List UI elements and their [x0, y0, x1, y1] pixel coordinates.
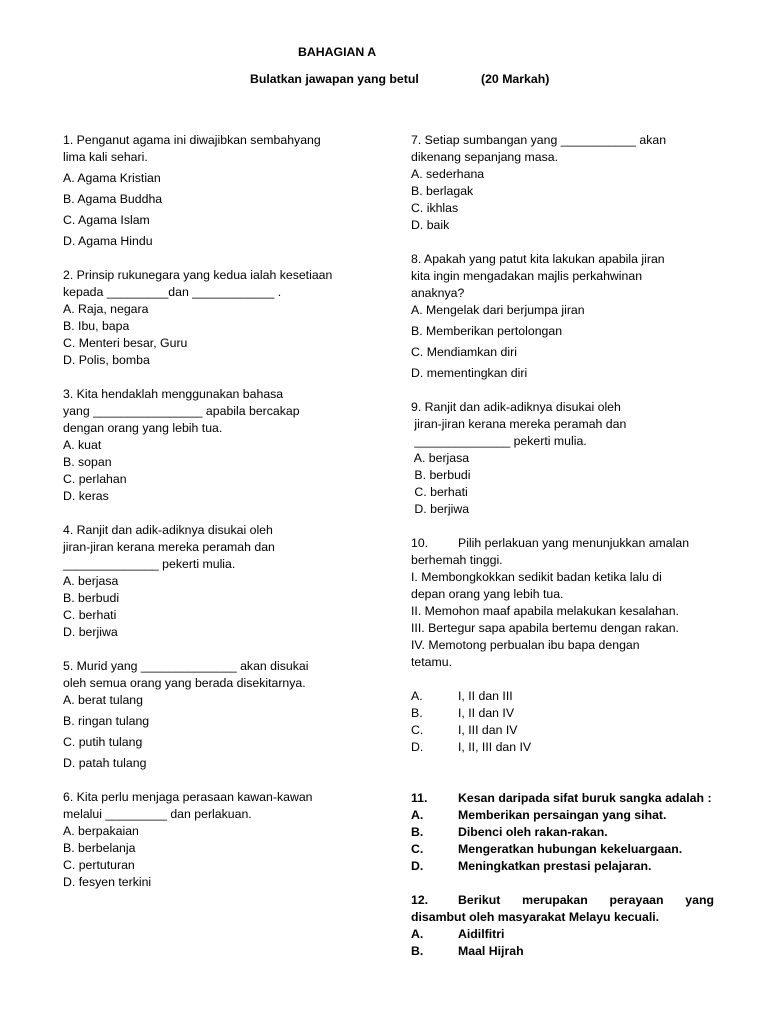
option-c[interactable]: C. berhati [63, 608, 117, 622]
option-c[interactable]: C. perlahan [63, 472, 127, 486]
statement-line: depan orang yang lebih tua. [411, 587, 564, 601]
question-stem: 5. Murid yang ______________ akan disukai [63, 659, 309, 673]
question-stem-row [411, 535, 714, 552]
option-d[interactable]: D. Polis, bomba [63, 353, 150, 367]
question-stem: ______________ pekerti mulia. [63, 557, 236, 571]
question-stem: ______________ pekerti mulia. [411, 434, 587, 448]
option-text: I, III dan IV [458, 723, 518, 737]
question-stem-row [411, 790, 714, 807]
question-5 [63, 658, 373, 772]
option-d[interactable]: D. patah tulang [63, 756, 147, 770]
option-text: I, II dan III [458, 689, 513, 703]
option-d[interactable]: D. berjiwa [411, 502, 470, 516]
option-b[interactable]: B. Memberikan pertolongan [411, 324, 563, 338]
question-stem: 2. Prinsip rukunegara yang kedua ialah kesetiaan [63, 268, 333, 282]
question-stem: Pilih perlakuan yang menunjukkan amalan [458, 536, 690, 550]
statement-line: IV. Memotong perbualan ibu bapa dengan [411, 638, 640, 652]
question-stem: Kesan daripada sifat buruk sangka adalah : [458, 791, 712, 805]
statement-line: I. Membongkokkan sedikit badan ketika lalu di [411, 570, 662, 584]
question-stem: dengan orang yang lebih tua. [63, 421, 223, 435]
question-stem: disambut oleh masyarakat Melayu kecuali. [411, 910, 660, 924]
question-stem: melalui _________ dan perlakuan. [63, 807, 252, 821]
option-c[interactable]: C. Menteri besar, Guru [63, 336, 188, 350]
option-key: B. [411, 706, 423, 720]
option-b[interactable]: B. ringan tulang [63, 714, 150, 728]
question-stem: Berikut merupakan perayaan yang [458, 893, 714, 907]
option-text: I, II dan IV [458, 706, 515, 720]
option-key: C. [411, 842, 424, 856]
option-text: Maal Hijrah [458, 944, 524, 958]
left-column [63, 132, 373, 891]
option-key: A. [411, 808, 424, 822]
statement-line: III. Bertegur sapa apabila bertemu dengan rakan. [411, 621, 679, 635]
question-stem-row [411, 892, 714, 909]
question-stem: lima kali sehari. [63, 150, 148, 164]
option-c[interactable]: C. Mendiamkan diri [411, 345, 517, 359]
option-text: I, II, III dan IV [458, 740, 532, 754]
option-a[interactable]: A. sederhana [411, 167, 485, 181]
question-stem: oleh semua orang yang berada disekitarnya. [63, 676, 306, 690]
option-d[interactable]: D. Agama Hindu [63, 234, 153, 248]
option-key: D. [411, 740, 424, 754]
option-key: A. [411, 927, 424, 941]
question-3 [63, 386, 373, 505]
option-text: Mengeratkan hubungan kekeluargaan. [458, 842, 683, 856]
option-c[interactable]: C. ikhlas [411, 201, 459, 215]
option-c[interactable]: C. putih tulang [63, 735, 143, 749]
option-b[interactable]: B. Ibu, bapa [63, 319, 130, 333]
option-d[interactable]: D. mementingkan diri [411, 366, 528, 380]
question-stem: berhemah tinggi. [411, 553, 503, 567]
question-1 [63, 132, 373, 250]
option-d[interactable] [411, 858, 714, 875]
question-stem: 4. Ranjit dan adik-adiknya disukai oleh [63, 523, 273, 537]
question-12 [411, 892, 714, 960]
question-stem: 6. Kita perlu menjaga perasaan kawan-kawan [63, 790, 313, 804]
question-stem: kita ingin mengadakan majlis perkahwinan [411, 269, 643, 283]
option-key: A. [411, 689, 423, 703]
question-stem: 7. Setiap sumbangan yang ___________ akan [411, 133, 667, 147]
question-number: 10. [411, 536, 429, 550]
question-2 [63, 267, 373, 369]
question-11 [411, 790, 714, 875]
question-stem: jiran-jiran kerana mereka peramah dan [63, 540, 275, 554]
option-key: C. [411, 723, 424, 737]
option-a[interactable]: A. Raja, negara [63, 302, 149, 316]
option-a[interactable] [411, 926, 714, 943]
question-stem: 3. Kita hendaklah menggunakan bahasa [63, 387, 284, 401]
question-stem: jiran-jiran kerana mereka peramah dan [411, 417, 627, 431]
option-b[interactable]: B. berlagak [411, 184, 474, 198]
section-title: BAHAGIAN A [298, 45, 377, 59]
option-b[interactable]: B. berbudi [63, 591, 120, 605]
question-stem: dikenang sepanjang masa. [411, 150, 558, 164]
statement-line: tetamu. [411, 655, 453, 669]
option-c[interactable]: C. pertuturan [63, 858, 135, 872]
option-a[interactable]: A. berpakaian [63, 824, 139, 838]
option-b[interactable]: B. Agama Buddha [63, 192, 163, 206]
instruction-text: Bulatkan jawapan yang betul [250, 72, 419, 86]
option-b[interactable]: B. berbudi [411, 468, 471, 482]
option-c[interactable] [411, 841, 714, 858]
question-number: 11. [411, 791, 428, 805]
option-b[interactable]: B. sopan [63, 455, 112, 469]
question-10 [411, 535, 714, 756]
option-text: Memberikan persaingan yang sihat. [458, 808, 667, 822]
option-d[interactable]: D. berjiwa [63, 625, 118, 639]
option-c[interactable] [411, 722, 714, 739]
option-d[interactable]: D. fesyen terkini [63, 875, 152, 889]
option-a[interactable]: A. Agama Kristian [63, 171, 161, 185]
statement-line: II. Memohon maaf apabila melakukan kesalahan. [411, 604, 679, 618]
option-b[interactable] [411, 943, 714, 960]
question-7 [411, 132, 714, 234]
question-stem: anaknya? [411, 286, 465, 300]
option-c[interactable]: C. berhati [411, 485, 468, 499]
option-a[interactable] [411, 688, 714, 705]
option-text: Dibenci oleh rakan-rakan. [458, 825, 608, 839]
option-text: Aidilfitri [458, 927, 505, 941]
question-stem: yang ________________ apabila bercakap [63, 404, 300, 418]
option-a[interactable]: A. kuat [63, 438, 102, 452]
option-d[interactable]: D. keras [63, 489, 109, 503]
option-b[interactable]: B. berbelanja [63, 841, 136, 855]
option-a[interactable]: A. berjasa [411, 451, 470, 465]
option-a[interactable]: A. berjasa [63, 574, 119, 588]
option-text: Meningkatkan prestasi pelajaran. [458, 859, 652, 873]
option-a[interactable] [411, 807, 714, 824]
question-stem: 8. Apakah yang patut kita lakukan apabila jiran [411, 252, 665, 266]
question-4 [63, 522, 373, 641]
option-key: B. [411, 944, 424, 958]
option-b[interactable] [411, 705, 714, 722]
question-6 [63, 789, 373, 891]
right-column [411, 132, 714, 960]
marks-text: (20 Markah) [481, 72, 550, 86]
option-key: B. [411, 825, 424, 839]
option-a[interactable]: A. Mengelak dari berjumpa jiran [411, 303, 585, 317]
option-d[interactable]: D. baik [411, 218, 450, 232]
option-c[interactable]: C. Agama Islam [63, 213, 150, 227]
question-stem: 9. Ranjit dan adik-adiknya disukai oleh [411, 400, 621, 414]
question-stem: kepada _________dan ____________ . [63, 285, 282, 299]
question-8 [411, 251, 714, 382]
question-number: 12. [411, 893, 429, 907]
option-b[interactable] [411, 824, 714, 841]
option-d[interactable] [411, 739, 714, 756]
option-a[interactable]: A. berat tulang [63, 693, 143, 707]
question-stem: 1. Penganut agama ini diwajibkan sembahyang [63, 133, 321, 147]
option-key: D. [411, 859, 424, 873]
question-9 [411, 399, 714, 518]
